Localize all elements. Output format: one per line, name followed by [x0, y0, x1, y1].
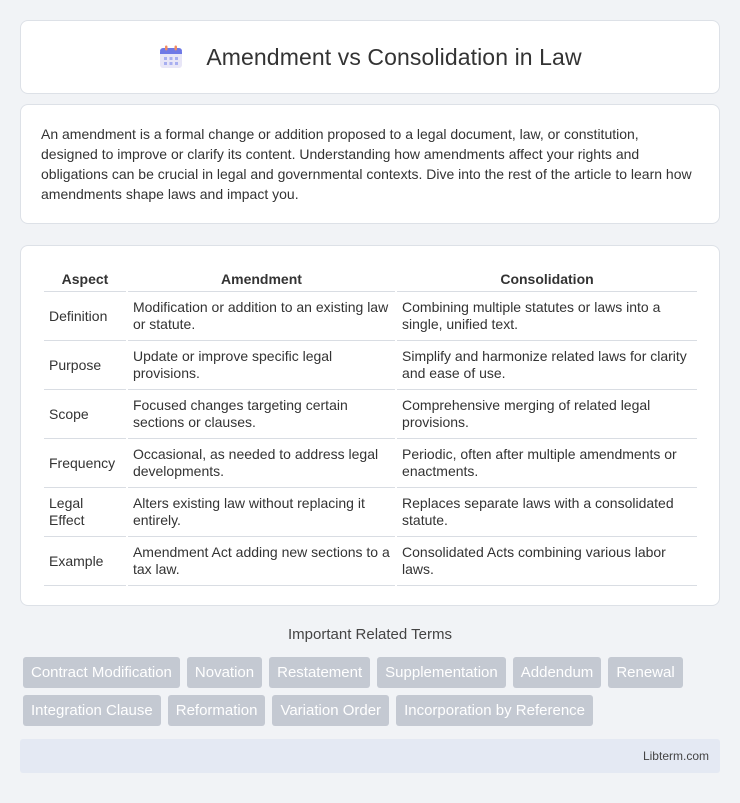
cell-amendment: Focused changes targeting certain sections or clauses. [128, 390, 395, 439]
table-row [44, 439, 697, 488]
table-row [44, 292, 697, 341]
table-row [44, 488, 697, 537]
table-row [44, 537, 697, 586]
cell-consolidation: Combining multiple statutes or laws into a single, unified text. [397, 292, 697, 341]
cell-consolidation: Consolidated Acts combining various labor laws. [397, 537, 697, 586]
related-terms-list [23, 657, 723, 726]
header-aspect: Aspect [44, 266, 126, 292]
related-term-tag[interactable]: Renewal [608, 657, 682, 688]
intro-card [20, 104, 720, 224]
cell-aspect: Legal Effect [44, 488, 126, 537]
related-term-tag[interactable]: Addendum [513, 657, 602, 688]
page-title: Amendment vs Consolidation in Law [206, 43, 582, 70]
comparison-table [42, 266, 699, 586]
related-term-tag[interactable]: Contract Modification [23, 657, 180, 688]
related-term-tag[interactable]: Novation [187, 657, 262, 688]
related-term-tag[interactable]: Restatement [269, 657, 370, 688]
header-amendment: Amendment [128, 266, 395, 292]
header-consolidation: Consolidation [397, 266, 697, 292]
related-term-tag[interactable]: Reformation [168, 695, 266, 726]
calendar-icon [158, 44, 184, 70]
table-row [44, 341, 697, 390]
cell-amendment: Occasional, as needed to address legal developments. [128, 439, 395, 488]
cell-consolidation: Simplify and harmonize related laws for clarity and ease of use. [397, 341, 697, 390]
cell-amendment: Modification or addition to an existing law or statute. [128, 292, 395, 341]
cell-aspect: Purpose [44, 341, 126, 390]
cell-amendment: Update or improve specific legal provisions. [128, 341, 395, 390]
related-term-tag[interactable]: Variation Order [272, 695, 389, 726]
cell-consolidation: Periodic, often after multiple amendments or enactments. [397, 439, 697, 488]
footer-site-link[interactable]: Libterm.com [642, 749, 709, 763]
cell-amendment: Alters existing law without replacing it entirely. [128, 488, 395, 537]
table-header-row [44, 266, 697, 292]
comparison-card [20, 245, 720, 606]
title-card [20, 20, 720, 94]
related-terms-title: Important Related Terms [288, 626, 452, 643]
cell-amendment: Amendment Act adding new sections to a tax law. [128, 537, 395, 586]
cell-aspect: Definition [44, 292, 126, 341]
table-row [44, 390, 697, 439]
cell-aspect: Frequency [44, 439, 126, 488]
intro-text: An amendment is a formal change or addition proposed to a legal document, law, or constitution, designed to improve or clarify its content. Understanding how amendments affect your rights and obligations can be crucial in legal and governmental contexts. Dive into the rest of the article to learn how amendments shape laws and impact you. [41, 126, 692, 202]
cell-aspect: Scope [44, 390, 126, 439]
cell-consolidation: Replaces separate laws with a consolidated statute. [397, 488, 697, 537]
related-term-tag[interactable]: Integration Clause [23, 695, 161, 726]
related-term-tag[interactable]: Incorporation by Reference [396, 695, 593, 726]
cell-consolidation: Comprehensive merging of related legal provisions. [397, 390, 697, 439]
related-term-tag[interactable]: Supplementation [377, 657, 506, 688]
cell-aspect: Example [44, 537, 126, 586]
footer [20, 739, 720, 773]
